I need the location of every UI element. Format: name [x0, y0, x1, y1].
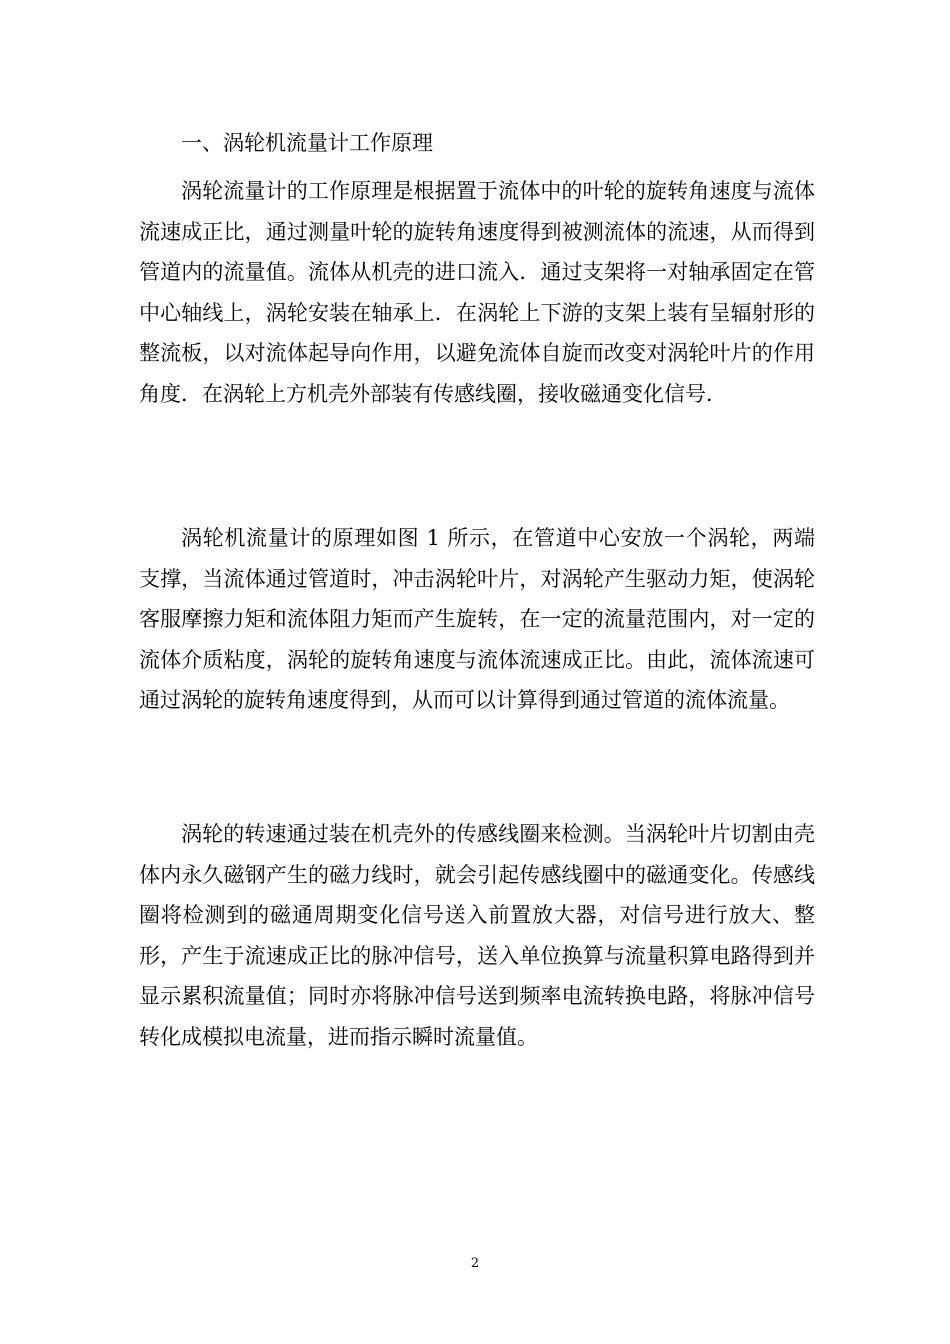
- paragraph-working-principle: 涡轮流量计的工作原理是根据置于流体中的叶轮的旋转角速度与流体流速成正比，通过测量叶轮的旋转角速度得到被测流体的流速，从而得到管道内的流量值。流体从机壳的进口流入．通过支架将一对轴承固定在管中心轴线上，涡轮安装在轴承上．在涡轮上下游的支架上装有呈辐射形的整流板，以对流体起导向作用，以避免流体自旋而改变对涡轮叶片的作用角度．在涡轮上方机壳外部装有传感线圈，接收磁通变化信号．: [139, 179, 815, 406]
- page-number: 2: [470, 1256, 480, 1271]
- paragraph-speed-detection: 涡轮的转速通过装在机壳外的传感线圈来检测。当涡轮叶片切割由壳体内永久磁钢产生的磁力线时，就会引起传感线圈中的磁通变化。传感线圈将检测到的磁通周期变化信号送入前置放大器，对信号进行放大、整形，产生于流速成正比的脉冲信号，送入单位换算与流量积算电路得到并显示累积流量值；同时亦将脉冲信号送到频率电流转换电路，将脉冲信号转化成模拟电流量，进而指示瞬时流量值。: [139, 822, 815, 1049]
- paragraph-turbine-principle: 涡轮机流量计的原理如图 1 所示，在管道中心安放一个涡轮，两端支撑，当流体通过管道时，冲击涡轮叶片，对涡轮产生驱动力矩，使涡轮客服摩擦力矩和流体阻力矩而产生旋转，在一定的流量范围内，对一定的流体介质粘度，涡轮的旋转角速度与流体流速成正比。由此，流体流速可通过涡轮的旋转角速度得到，从而可以计算得到通过管道的流体流量。: [139, 526, 815, 712]
- section-heading: 一、涡轮机流量计工作原理: [181, 131, 433, 155]
